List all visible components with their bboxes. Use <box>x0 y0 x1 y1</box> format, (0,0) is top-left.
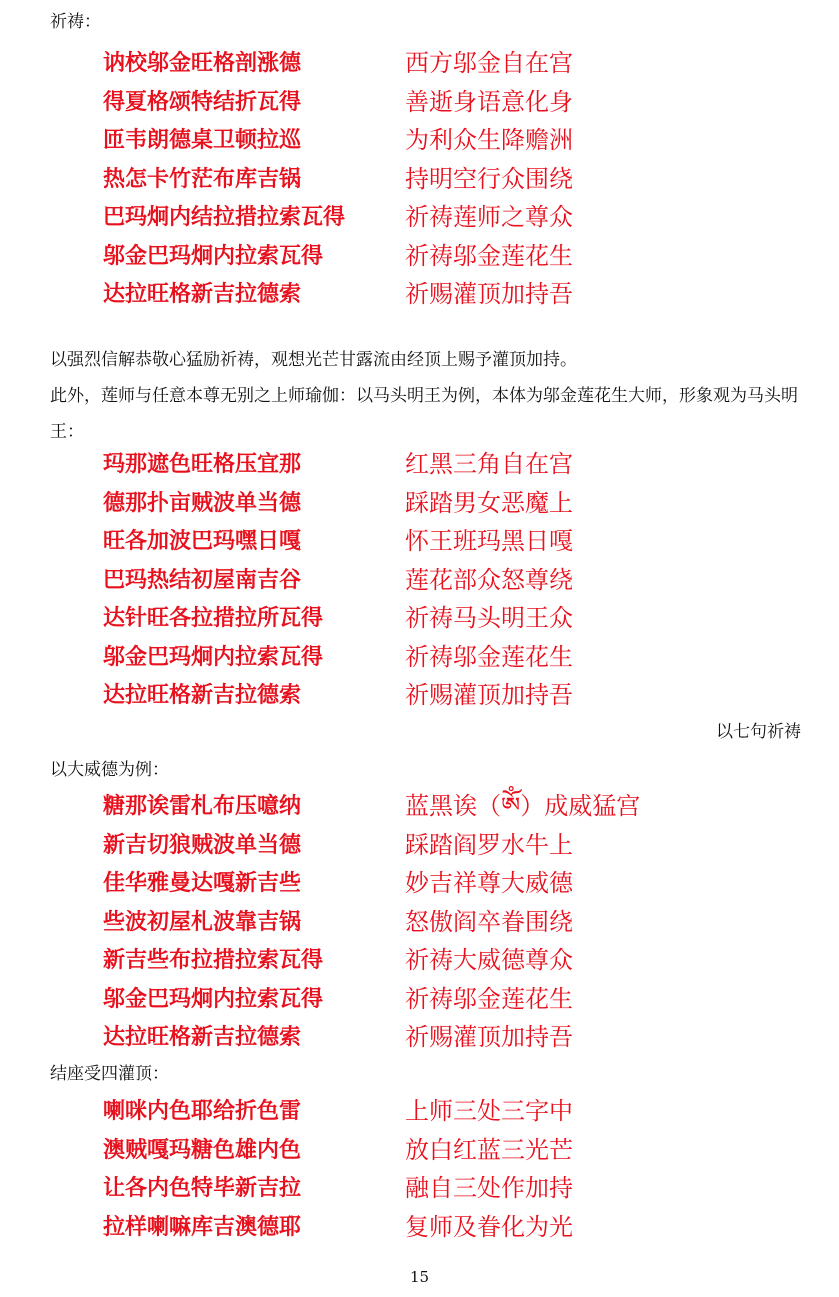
verse-right: 融自三处作加持 <box>405 1174 573 1202</box>
verse-left: 玛那遮色旺格压宜那 <box>103 451 302 477</box>
verse-left: 让各内色特毕新吉拉 <box>103 1175 302 1201</box>
verse-block-1 <box>103 44 803 314</box>
verse-left: 巴玛热结初屋南吉谷 <box>103 566 302 593</box>
verse-line <box>103 787 803 826</box>
verse-right: 放白红蓝三光芒 <box>405 1135 573 1164</box>
verse-line <box>103 1018 803 1057</box>
verse-right: 祈赐灌顶加持吾 <box>405 280 573 308</box>
verse-line <box>103 522 803 561</box>
verse-right: 蓝黑诶（ༀ）成威猛宫 <box>405 792 641 820</box>
verse-right: 祈祷马头明王众 <box>405 604 573 632</box>
verse-left: 匝韦朗德桌卫顿拉巡 <box>103 127 302 153</box>
verse-right: 复师及眷化为光 <box>405 1212 573 1241</box>
verse-right: 祈祷邬金莲花生 <box>405 241 573 270</box>
verse-left: 达拉旺格新吉拉德索 <box>103 281 302 307</box>
verse-left: 得夏格颂特结折瓦得 <box>103 88 302 115</box>
verse-right: 祈赐灌顶加持吾 <box>405 1023 573 1051</box>
verse-left: 巴玛炯内结拉措拉索瓦得 <box>103 204 346 230</box>
section-heading-prayer: 祈祷： <box>50 12 101 32</box>
verse-line <box>103 864 803 903</box>
verse-block-3 <box>103 787 803 1057</box>
verse-line <box>103 1208 803 1247</box>
verse-line <box>103 275 803 314</box>
paragraph-line-1: 以强烈信解恭敬心猛励祈祷，观想光芒甘露流由经顶上赐予灌顶加持。 <box>50 350 577 370</box>
instruction-paragraph <box>50 342 810 450</box>
seven-line-prayer-note: 以七句祈祷 <box>716 722 801 742</box>
verse-left: 邬金巴玛炯内拉索瓦得 <box>103 643 324 670</box>
verse-left: 达拉旺格新吉拉德索 <box>103 1024 302 1050</box>
verse-left: 达拉旺格新吉拉德索 <box>103 682 302 708</box>
verse-left: 佳华雅曼达嘎新吉些 <box>103 870 302 896</box>
section-heading-yamantaka: 以大威德为例： <box>50 760 169 780</box>
verse-right: 祈祷大威德尊众 <box>405 946 573 974</box>
verse-right: 怒傲阎卒眷围绕 <box>405 907 573 936</box>
verse-right: 持明空行众围绕 <box>405 164 573 193</box>
verse-left: 些波初屋札波靠吉锅 <box>103 908 302 935</box>
verse-right: 莲花部众怒尊绕 <box>405 565 573 594</box>
verse-right: 祈祷邬金莲花生 <box>405 642 573 671</box>
verse-line <box>103 980 803 1019</box>
verse-line <box>103 638 803 677</box>
verse-line <box>103 160 803 199</box>
verse-line <box>103 599 803 638</box>
verse-line <box>103 83 803 122</box>
verse-right: 红黑三角自在宫 <box>405 450 573 478</box>
section-heading-empowerment: 结座受四灌顶： <box>50 1064 169 1084</box>
verse-right: 上师三处三字中 <box>405 1097 573 1125</box>
verse-right: 祈赐灌顶加持吾 <box>405 681 573 709</box>
verse-line <box>103 1092 803 1131</box>
verse-left: 热怎卡竹茫布库吉锅 <box>103 165 302 192</box>
verse-right: 踩踏阎罗水牛上 <box>405 830 573 859</box>
verse-line <box>103 676 803 715</box>
verse-line <box>103 1169 803 1208</box>
verse-left: 澳贼嘎玛糖色雄内色 <box>103 1136 302 1163</box>
verse-right: 妙吉祥尊大威德 <box>405 869 573 897</box>
verse-line <box>103 484 803 523</box>
verse-line <box>103 237 803 276</box>
verse-left: 旺各加波巴玛嘿日嘎 <box>103 528 302 554</box>
verse-block-4 <box>103 1092 803 1246</box>
verse-right: 为利众生降赡洲 <box>405 126 573 154</box>
verse-line <box>103 941 803 980</box>
verse-left: 新吉切狼贼波单当德 <box>103 831 302 858</box>
verse-right: 祈祷邬金莲花生 <box>405 984 573 1013</box>
verse-left: 邬金巴玛炯内拉索瓦得 <box>103 242 324 269</box>
verse-line <box>103 903 803 942</box>
page-number: 15 <box>409 1268 430 1286</box>
verse-line <box>103 1131 803 1170</box>
verse-line <box>103 445 803 484</box>
verse-right: 善逝身语意化身 <box>405 87 573 116</box>
verse-line <box>103 121 803 160</box>
verse-left: 喇咪内色耶给折色雷 <box>103 1098 302 1124</box>
verse-left: 德那扑亩贼波单当德 <box>103 489 302 516</box>
verse-right: 西方邬金自在宫 <box>405 49 573 77</box>
verse-right: 怀王班玛黑日嘎 <box>405 527 573 555</box>
verse-left: 糖那诶雷札布压噫纳 <box>103 793 302 819</box>
verse-block-2 <box>103 445 803 715</box>
verse-left: 拉样喇嘛库吉澳德耶 <box>103 1213 302 1240</box>
verse-left: 讷校邬金旺格剖涨德 <box>103 50 302 76</box>
verse-right: 祈祷莲师之尊众 <box>405 203 573 231</box>
verse-line <box>103 561 803 600</box>
verse-line <box>103 826 803 865</box>
verse-line <box>103 44 803 83</box>
paragraph-line-2: 此外，莲师与任意本尊无别之上师瑜伽：以马头明王为例，本体为邬金莲花生大师，形象观为马头明王： <box>50 386 798 442</box>
verse-left: 达针旺各拉措拉所瓦得 <box>103 605 324 631</box>
verse-left: 邬金巴玛炯内拉索瓦得 <box>103 985 324 1012</box>
verse-left: 新吉些布拉措拉索瓦得 <box>103 947 324 973</box>
verse-right: 踩踏男女恶魔上 <box>405 488 573 517</box>
verse-line <box>103 198 803 237</box>
